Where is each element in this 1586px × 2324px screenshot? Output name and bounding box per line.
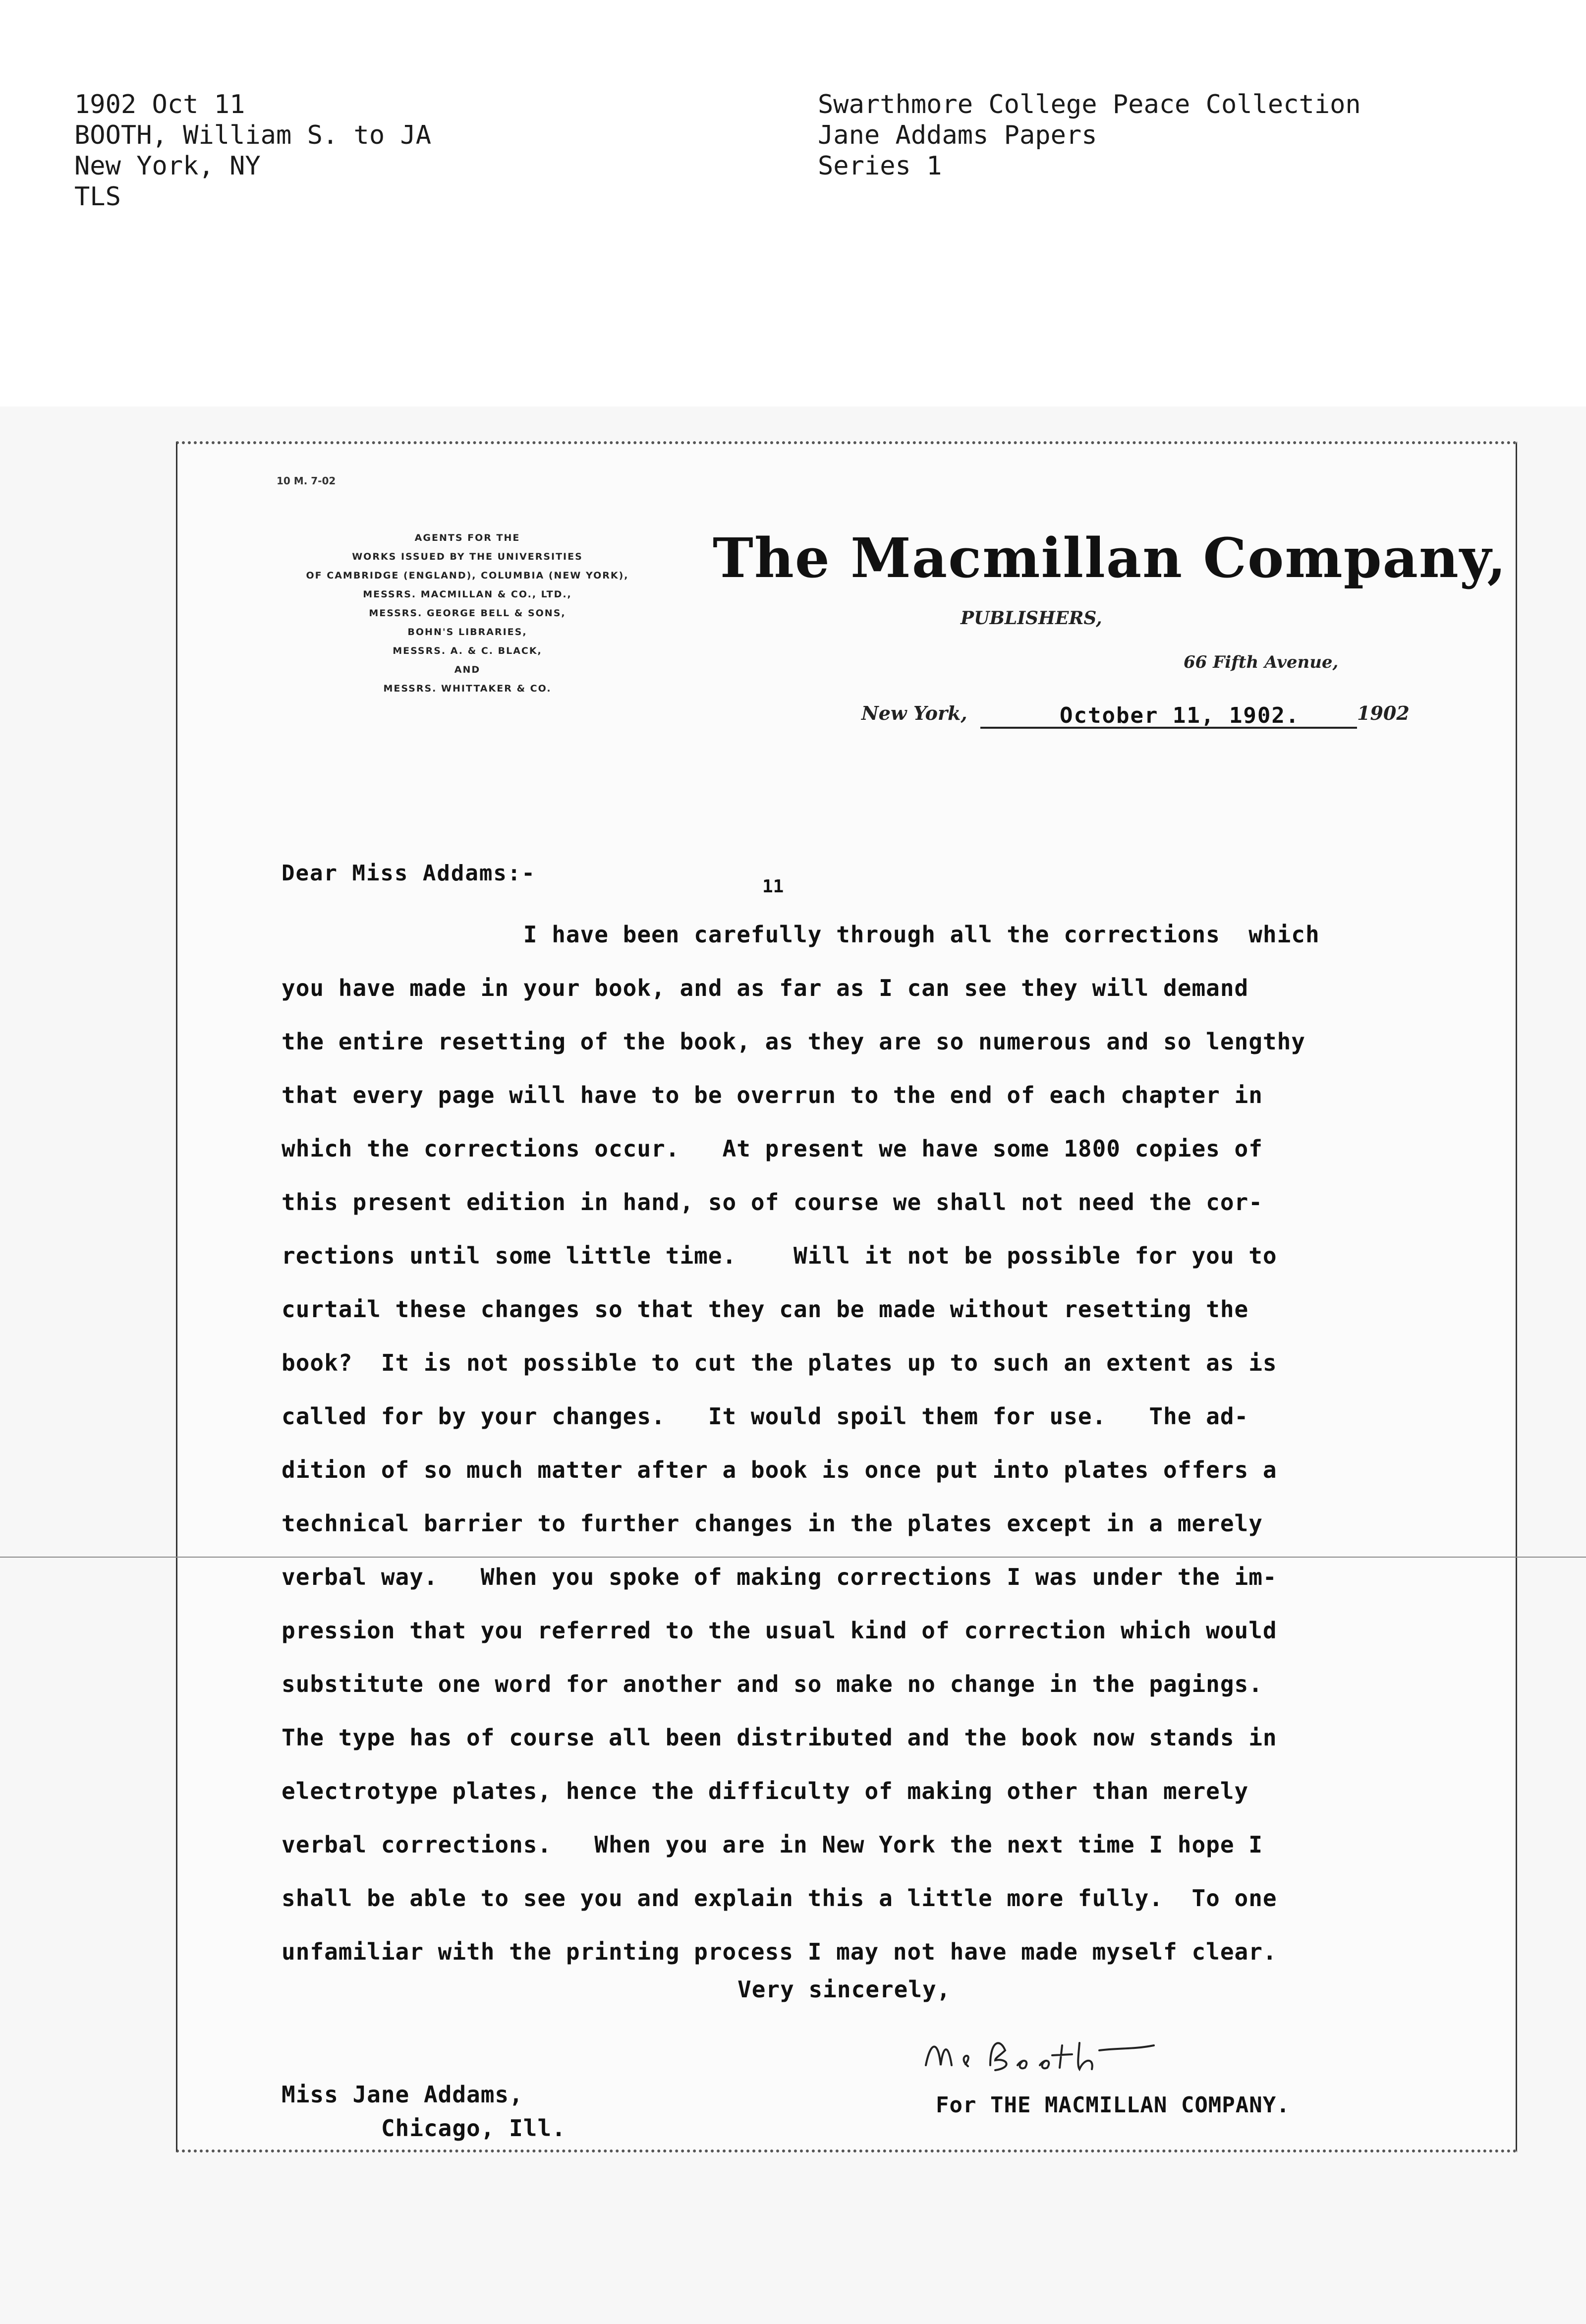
printed-year: 1902 xyxy=(1357,702,1410,724)
recipient-city: Chicago, Ill. xyxy=(282,2115,566,2142)
letter-body xyxy=(282,908,1320,1978)
body-line: technical barrier to further changes in the plates except in a merely xyxy=(282,1510,1263,1537)
handwritten-signature xyxy=(921,2031,1159,2080)
body-line: book? It is not possible to cut the plates up to such an extent as is xyxy=(282,1349,1277,1376)
body-line: which the corrections occur. At present we have some 1800 copies of xyxy=(282,1135,1263,1162)
stray-mark: 11 xyxy=(762,876,784,897)
body-line: shall be able to see you and explain this a little more fully. To one xyxy=(282,1885,1277,1912)
body-line: you have made in your book, and as far as I can see they will demand xyxy=(282,975,1249,1001)
closing: Very sincerely, xyxy=(737,1976,951,2003)
recipient-block xyxy=(282,2078,566,2145)
street-address: 66 Fifth Avenue, xyxy=(1184,652,1339,672)
archive-metadata-right xyxy=(818,89,1361,181)
dateline xyxy=(861,702,1431,732)
archive-doc-type: TLS xyxy=(74,182,121,212)
agents-line: MESSRS. GEORGE BELL & SONS, xyxy=(369,608,566,619)
agents-line: MESSRS. A. & C. BLACK, xyxy=(393,645,542,656)
firm-signoff: For THE MACMILLAN COMPANY. xyxy=(936,2092,1290,2118)
salutation: Dear Miss Addams:- xyxy=(282,861,536,886)
agents-line: BOHN'S LIBRARIES, xyxy=(407,627,527,638)
body-line: unfamiliar with the printing process I may not have made myself clear. xyxy=(282,1938,1277,1965)
agents-line: AND xyxy=(454,664,481,675)
body-line: this present edition in hand, so of course we shall not need the cor- xyxy=(282,1189,1263,1216)
agents-line: WORKS ISSUED BY THE UNIVERSITIES xyxy=(352,551,583,562)
archive-metadata-left xyxy=(74,89,431,212)
body-line: called for by your changes. It would spoil them for use. The ad- xyxy=(282,1403,1249,1430)
body-line: electrotype plates, hence the difficulty of making other than merely xyxy=(282,1778,1249,1804)
archive-date: 1902 Oct 11 xyxy=(74,90,245,119)
archive-correspondents: BOOTH, William S. to JA xyxy=(74,120,432,150)
agents-line: AGENTS FOR THE xyxy=(414,532,520,543)
body-line: I have been carefully through all the corrections which xyxy=(282,921,1320,948)
recipient-name: Miss Jane Addams, xyxy=(282,2081,523,2108)
archive-series: Series 1 xyxy=(818,151,942,181)
archive-papers: Jane Addams Papers xyxy=(818,120,1097,150)
letter-sheet xyxy=(176,441,1517,2152)
body-line: dition of so much matter after a book is once put into plates offers a xyxy=(282,1456,1277,1483)
body-line: that every page will have to be overrun to the end of each chapter in xyxy=(282,1082,1263,1108)
body-line: the entire resetting of the book, as they are so numerous and so lengthy xyxy=(282,1028,1305,1055)
body-line: verbal way. When you spoke of making corrections I was under the im- xyxy=(282,1564,1277,1590)
body-line: substitute one word for another and so make no change in the pagings. xyxy=(282,1671,1263,1697)
body-line: The type has of course all been distributed and the book now stands in xyxy=(282,1724,1277,1751)
company-name: The Macmillan Company, xyxy=(713,526,1507,590)
body-line: curtail these changes so that they can be made without resetting the xyxy=(282,1296,1249,1323)
publishers-label: PUBLISHERS, xyxy=(961,608,1102,629)
agents-line: MESSRS. MACMILLAN & CO., LTD., xyxy=(363,589,572,600)
body-line: pression that you referred to the usual kind of correction which would xyxy=(282,1617,1277,1644)
archive-place: New York, NY xyxy=(74,151,261,181)
letter-date: October 11, 1902. xyxy=(1060,703,1300,728)
body-line: rections until some little time. Will it not be possible for you to xyxy=(282,1242,1277,1269)
print-code: 10 M. 7-02 xyxy=(277,475,336,487)
agents-line: OF CAMBRIDGE (ENGLAND), COLUMBIA (NEW YORK), xyxy=(306,570,629,581)
letterhead-agents xyxy=(262,528,673,698)
agents-line: MESSRS. WHITTAKER & CO. xyxy=(383,683,552,694)
body-line: verbal corrections. When you are in New York the next time I hope I xyxy=(282,1831,1263,1858)
dateline-place: New York, xyxy=(861,702,967,724)
archive-collection: Swarthmore College Peace Collection xyxy=(818,90,1361,119)
fold-line xyxy=(0,1557,1586,1558)
